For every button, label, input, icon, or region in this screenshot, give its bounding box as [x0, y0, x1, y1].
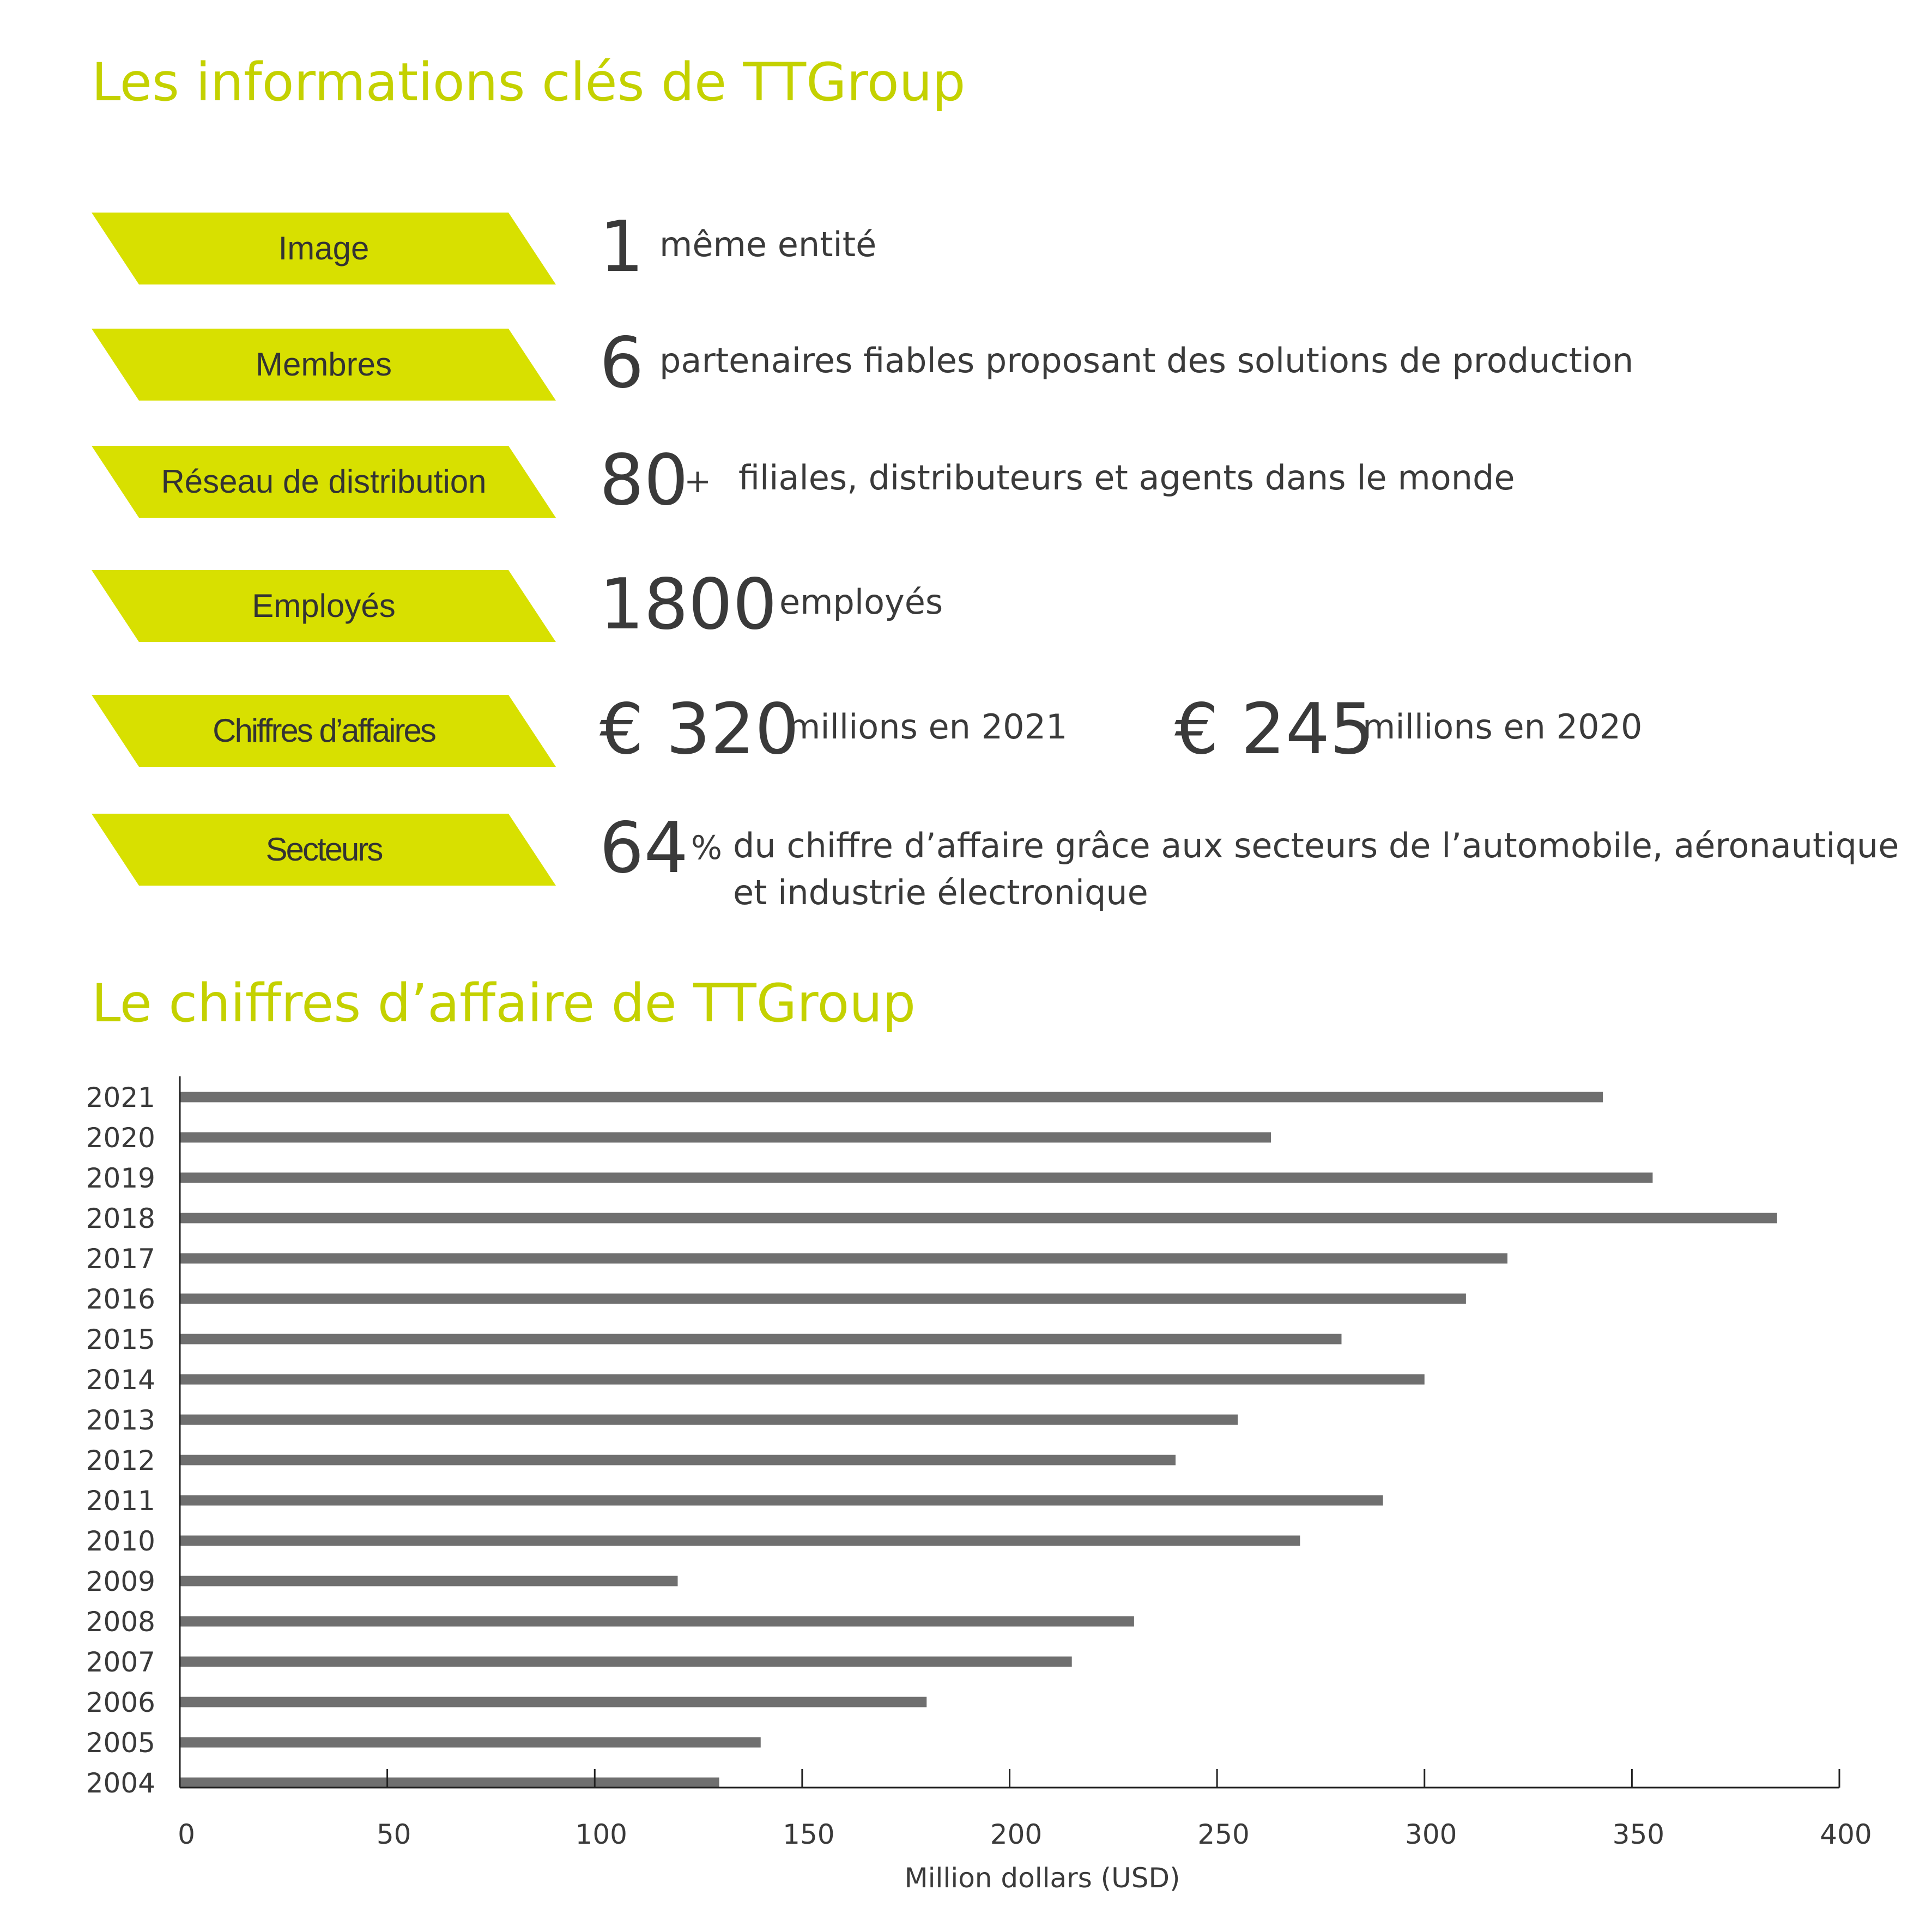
x-tick-label-350: 350 — [1612, 1819, 1665, 1850]
revenue-bar-chart — [0, 1063, 1932, 1932]
category-label-2006: 2006 — [86, 1687, 155, 1718]
revenue-text-2021: millions en 2021 — [788, 707, 1068, 747]
page-title: Les informations clés de TTGroup — [92, 52, 966, 113]
category-label-2016: 2016 — [86, 1283, 155, 1315]
x-tick-label-100: 100 — [575, 1819, 627, 1850]
x-tick-label-50: 50 — [376, 1819, 411, 1850]
category-label-2018: 2018 — [86, 1203, 155, 1234]
label-tag-revenue — [92, 695, 556, 767]
label-tag-network — [92, 446, 556, 518]
bar-2005 — [180, 1737, 761, 1748]
category-label-2013: 2013 — [86, 1404, 155, 1436]
info-text: même entité — [659, 225, 877, 264]
category-label-2012: 2012 — [86, 1445, 155, 1476]
x-tick-label-250: 250 — [1197, 1819, 1250, 1850]
category-label-2020: 2020 — [86, 1122, 155, 1154]
revenue-value-2020: € 245 — [1174, 689, 1374, 770]
x-tick-label-0: 0 — [178, 1819, 195, 1850]
info-row-members — [0, 323, 1932, 404]
revenue-value-2021: € 320 — [599, 689, 800, 770]
label-tag-text: Secteurs — [265, 831, 382, 868]
info-value: 64 — [599, 808, 688, 889]
bar-2021 — [180, 1092, 1603, 1103]
bar-2011 — [180, 1495, 1383, 1506]
bar-2018 — [180, 1213, 1777, 1224]
x-tick-label-300: 300 — [1405, 1819, 1457, 1850]
label-tag-text: Réseau de distribution — [161, 463, 487, 500]
plus-sign: + — [684, 462, 712, 500]
chart-title: Le chiffres d’affaire de TTGroup — [92, 973, 916, 1034]
x-tick-label-150: 150 — [783, 1819, 835, 1850]
label-tag-text: Membres — [255, 346, 392, 383]
info-row-network — [0, 440, 1932, 521]
bar-2019 — [180, 1173, 1652, 1183]
category-label-2019: 2019 — [86, 1162, 155, 1194]
category-label-2010: 2010 — [86, 1525, 155, 1557]
category-label-2014: 2014 — [86, 1364, 155, 1396]
info-text-line2: et industrie électronique — [733, 873, 1148, 912]
info-row-sectors — [0, 808, 1932, 923]
label-tag-text: Employés — [252, 588, 396, 624]
category-label-2008: 2008 — [86, 1606, 155, 1638]
info-row-employees — [0, 564, 1932, 645]
x-tick-label-200: 200 — [990, 1819, 1043, 1850]
info-text: employés — [779, 582, 943, 622]
label-tag-members — [92, 329, 556, 401]
category-label-2004: 2004 — [86, 1767, 155, 1799]
x-axis-label: Million dollars (USD) — [904, 1862, 1180, 1894]
bar-2016 — [180, 1294, 1466, 1304]
bar-2014 — [180, 1374, 1425, 1385]
info-value: 1800 — [599, 564, 777, 645]
bar-2010 — [180, 1536, 1300, 1546]
bar-2006 — [180, 1697, 926, 1707]
revenue-text-2020: millions en 2020 — [1362, 707, 1643, 747]
bar-2007 — [180, 1657, 1072, 1667]
info-text: partenaires fiables proposant des solutions de production — [659, 341, 1634, 380]
bar-2012 — [180, 1455, 1176, 1465]
info-row-image — [0, 207, 1932, 288]
bar-2020 — [180, 1132, 1271, 1143]
category-label-2009: 2009 — [86, 1566, 155, 1597]
info-value: 6 — [599, 323, 644, 404]
bar-2004 — [180, 1778, 719, 1788]
label-tag-image — [92, 213, 556, 284]
category-label-2015: 2015 — [86, 1324, 155, 1355]
bar-2008 — [180, 1616, 1134, 1627]
category-label-2011: 2011 — [86, 1485, 155, 1517]
info-text-line1: du chiffre d’affaire grâce aux secteurs de l’automobile, aéronautique — [733, 826, 1899, 865]
category-label-2007: 2007 — [86, 1646, 155, 1678]
percent-sign: % — [691, 829, 723, 867]
bar-2009 — [180, 1576, 678, 1586]
category-label-2005: 2005 — [86, 1727, 155, 1759]
category-label-2017: 2017 — [86, 1243, 155, 1275]
label-tag-sectors — [92, 814, 556, 886]
info-value: 80 — [599, 440, 688, 521]
info-value: 1 — [599, 207, 644, 288]
label-tag-employees — [92, 570, 556, 642]
bar-2013 — [180, 1415, 1238, 1425]
bar-2015 — [180, 1334, 1342, 1344]
bar-2017 — [180, 1253, 1507, 1264]
info-text: filiales, distributeurs et agents dans le monde — [738, 458, 1515, 498]
info-row-revenue — [0, 689, 1932, 770]
label-tag-text: Chiffres d’affaires — [213, 712, 435, 749]
label-tag-text: Image — [278, 230, 370, 267]
x-tick-label-400: 400 — [1820, 1819, 1872, 1850]
category-label-2021: 2021 — [86, 1082, 155, 1113]
